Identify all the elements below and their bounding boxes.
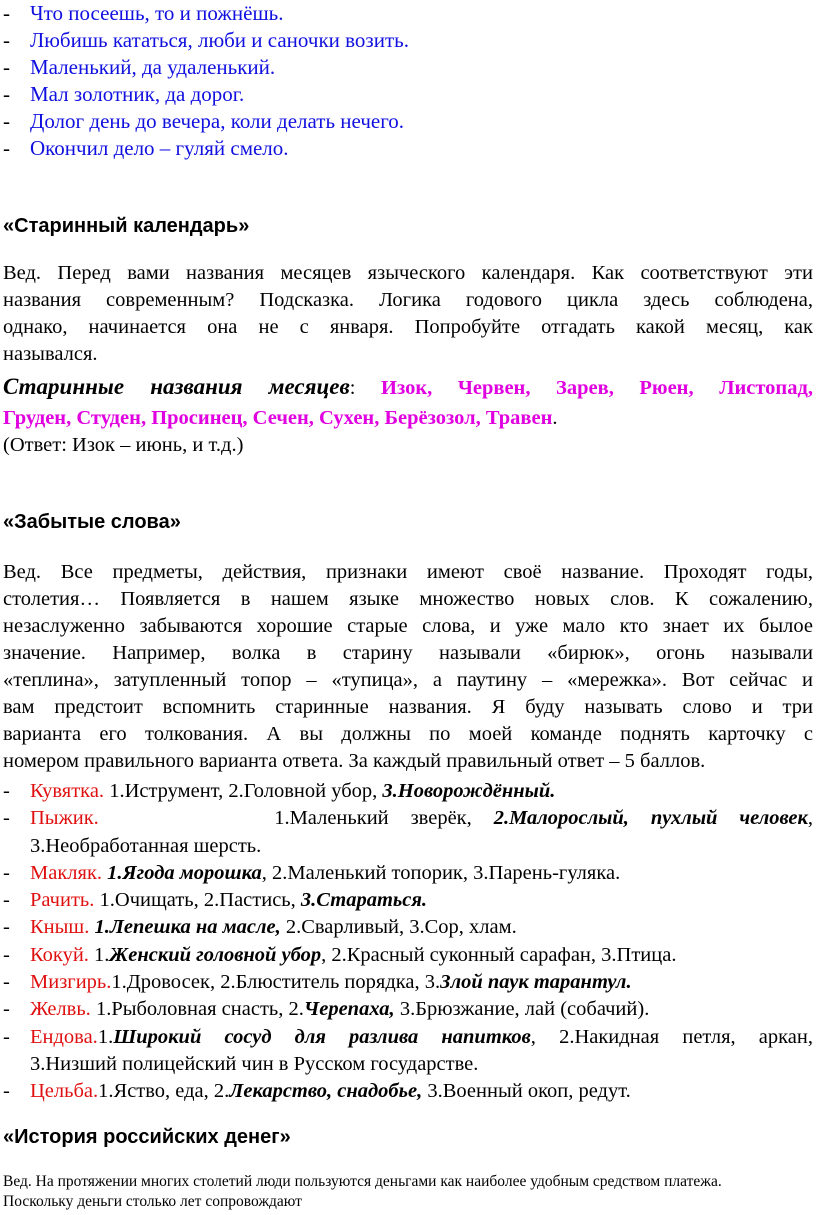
quiz-item: - Цельба.1.Яство, еда, 2.Лекарство, снадобье, 3.Военный окоп, редут.: [3, 1080, 631, 1103]
quiz-item: - Кныш. 1.Лепешка на масле, 2.Сварливый, 3.Сор, хлам.: [3, 916, 517, 939]
proverb-item: - Маленький, да удаленький.: [3, 55, 276, 79]
proverb-item: - Любишь кататься, люби и саночки возить.: [3, 28, 409, 52]
month-names: Старинные названия месяцев: Изок, Червен, Зарев, Рюен, Листопад, Груден, Студен, Просинец, Сечен, Сухен, Берёзозол, Травен.: [3, 374, 813, 429]
money-history-paragraph: Вед. На протяжении многих столетий люди пользуются деньгами как наиболее удобным средством платежа. Поскольку деньги столько лет сопровождают: [3, 1173, 722, 1210]
section-heading-forgotten-words: «Забытые слова»: [3, 511, 181, 533]
proverb-item: - Долог день до вечера, коли делать нечего.: [3, 109, 405, 133]
calendar-paragraph: Вед. Перед вами названия месяцев языческого календаря. Как соответствуют эти названия современным? Подсказка. Логика годового цикла здесь соблюдена, однако, начинается она не с января. Попробуйте отгадать какой месяц, как назывался.: [3, 262, 813, 365]
section-heading-money-history: «История российских денег»: [3, 1126, 291, 1148]
proverb-item: - Окончил дело – гуляй смело.: [3, 136, 289, 160]
quiz-item: - Кокуй. 1.Женский головной убор, 2.Красный суконный сарафан, 3.Птица.: [3, 943, 677, 966]
quiz-item: - Ендова.1.Широкий сосуд для разлива напитков, 2.Накидная петля, аркан, 3.Низший полицейский чин в Русском государстве.: [3, 1025, 813, 1075]
months-title: Старинные названия месяцев: [3, 374, 350, 399]
quiz-item: - Пыжик. 1.Маленький зверёк, 2.Малорослый, пухлый человек, 3.Необработанная шерсть.: [3, 807, 814, 857]
quiz-item: - Макляк. 1.Ягода морошка, 2.Маленький топорик, 3.Парень-гуляка.: [3, 861, 621, 884]
quiz-item: - Кувятка. 1.Иструмент, 2.Головной убор, 3.Новорождённый.: [3, 780, 556, 802]
section-heading-calendar: «Старинный календарь»: [3, 215, 250, 237]
forgotten-words-paragraph: Вед. Все предметы, действия, признаки имеют своё название. Проходят годы, столетия… Появляется в нашем языке множество новых слов. К сожалению, незаслуженно забываются хорошие старые слова, и уже мало кто знает их былое значение. Например, волка в старину называли «бирюк», огонь называли «теплина», затупленный топор – «тупица», а паутину – «мережка». Вот сейчас и вам предстоит вспомнить старинные названия. Я буду называть слово и три варианта его толкования. А вы должны по моей команде поднять карточку с номером правильного варианта ответа. За каждый правильный ответ – 5 баллов.: [3, 561, 813, 772]
months-list-line2: Груден, Студен, Просинец, Сечен, Сухен, Берёзозол, Травен: [3, 407, 553, 429]
months-list-line1: Изок, Червен, Зарев, Рюен, Листопад,: [381, 377, 813, 399]
calendar-answer: (Ответ: Изок – июнь, и т.д.): [3, 434, 244, 456]
word-quiz-list: [0, 778, 816, 1106]
quiz-item: - Рачить. 1.Очищать, 2.Пастись, 3.Стараться.: [3, 889, 428, 912]
proverb-list: [0, 0, 816, 162]
quiz-item: - Желвь. 1.Рыболовная снасть, 2.Черепаха, 3.Брюзжание, лай (собачий).: [3, 998, 650, 1021]
quiz-item: - Мизгирь.1.Дровосек, 2.Блюститель порядка, 3.Злой паук тарантул.: [3, 971, 632, 994]
proverb-item: - Что посеешь, то и пожнёшь.: [3, 1, 284, 25]
proverb-item: - Мал золотник, да дорог.: [3, 82, 245, 106]
